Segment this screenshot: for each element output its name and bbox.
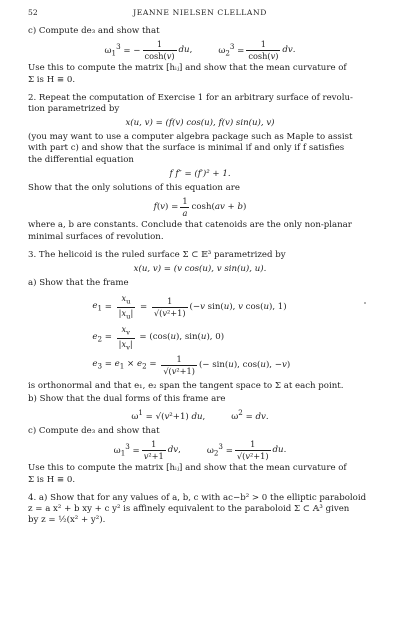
- exercise-4-line-1: 4. a) Show that for any values of a, b, c with ac−b² > 0 the elliptic paraboloid: [28, 492, 367, 503]
- part-c-line: c) Compute de₃ and show that: [28, 425, 160, 436]
- exercise-2-line-1: 2. Repeat the computation of Exercise 1 for an arbitrary surface of revolu-: [28, 92, 353, 103]
- frame-e1-equation: $e_1$ = $\frac{x_u}{|x_u|}$ = $\frac{1}{\text{√(v²+1)}}$ (−v sin(u), v cos(u), 1): [92, 293, 287, 321]
- page-header: [28, 8, 372, 24]
- part-b-line: b) Show that the dual forms of this frame are: [28, 393, 226, 404]
- part-a-line: a) Show that the frame: [28, 278, 129, 289]
- frame-equations: [28, 292, 372, 377]
- exercise-2-line-6: Show that the only solutions of this equation are: [28, 182, 240, 193]
- surface-of-revolution-equation: x(u, v) = (f(v) cos(u), f(v) sin(u), v): [125, 118, 275, 129]
- exercise-2-line-4: with part c) and show that the surface is minimal if and only if f satisfies: [28, 143, 345, 154]
- scan-speck: [364, 302, 366, 304]
- running-title: JEANNE NIELSEN CLELLAND: [133, 8, 267, 17]
- part-c-prev-line: c) Compute de₃ and show that: [28, 26, 160, 36]
- connection-forms-equation-1: $\omega_1^3$ = − $\frac{1}{\cosh(v)}$ du, $\omega_2^3$ = $\frac{1}{\cosh(v)}$ dv.: [104, 39, 296, 61]
- exercise-2-line-2: tion parametrized by: [28, 103, 120, 114]
- exercise-4-line-2: z = a x² + b xy + c y² is affinely equivalent to the paraboloid Σ ⊂ 𝔸³ given: [28, 503, 350, 514]
- part-a-text: is orthonormal and that e₁, e₂ span the tangent space to Σ at each point.: [28, 380, 344, 391]
- mean-curvature-text-1a: Use this to compute the matrix [hᵢⱼ] and show that the mean curvature of: [28, 63, 347, 74]
- mean-curvature-text-2a: Use this to compute the matrix [hᵢⱼ] and show that the mean curvature of: [28, 463, 347, 474]
- exercise-3-line-1: 3. The helicoid is the ruled surface Σ ⊂ 𝔼³ parametrized by: [28, 249, 286, 260]
- exercise-2-line-8: minimal surfaces of revolution.: [28, 231, 164, 242]
- differential-equation: f f″ = (f′)² + 1.: [169, 168, 231, 179]
- exercise-4-line-3: by z = ½(x² + y²).: [28, 515, 106, 526]
- helicoid-parametrization: x(u, v) = (v cos(u), v sin(u), u).: [133, 263, 267, 274]
- mean-curvature-text-2b: Σ is H ≡ 0.: [28, 474, 76, 485]
- frame-e3-equation: $e_3$ = $e_1 \times e_2$ = $\frac{1}{\text{√(v²+1)}}$ (− sin(u), cos(u), −v): [92, 354, 291, 376]
- catenoid-solution-equation: f(v) = $\frac{1}{a}$ cosh(av + b): [153, 196, 247, 218]
- exercise-2-line-5: the differential equation: [28, 154, 134, 165]
- frame-e2-equation: $e_2$ = $\frac{x_v}{|x_v|}$ = (cos(u), sin(u), 0): [92, 323, 225, 352]
- dual-forms-equation: $\omega^1 = √(v^2+1)$ du, $\omega^2$ = dv.: [131, 407, 269, 422]
- exercise-2-line-3: (you may want to use a computer algebra package such as Maple to assist: [28, 132, 353, 143]
- mean-curvature-text-1b: Σ is H ≡ 0.: [28, 74, 76, 85]
- connection-forms-equation-2: $\omega_1^3$ = $\frac{1}{\text{v²+1}}$ dv, $\omega_2^3$ = $\frac{1}{\text{√(v²+1)}}$ du.: [113, 439, 287, 461]
- exercise-2-line-7: where a, b are constants. Conclude that catenoids are the only non-planar: [28, 220, 352, 231]
- page-number: 52: [28, 8, 38, 17]
